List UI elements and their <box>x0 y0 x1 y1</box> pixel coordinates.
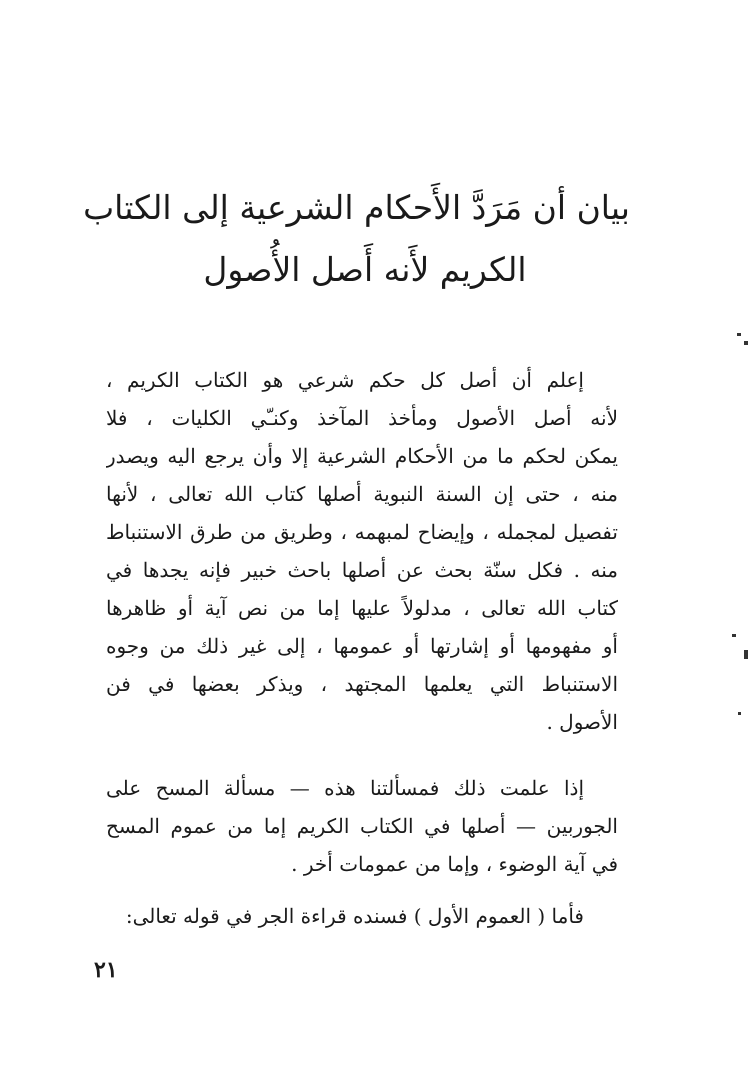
text-line: يمكن لحكم ما من الأحكام الشرعية إلا وأن يرجع اليه ويصدر <box>106 444 618 468</box>
scan-speck <box>738 712 741 715</box>
text-line: لأنه أصل الأصول ومأخذ المآخذ وكنـّي الكليات ، فلا <box>106 406 618 430</box>
scan-speck <box>744 650 748 659</box>
text-line: منه . فكل سنّة بحث عن أصلها باحث خبير فإنه يجدها في <box>106 558 618 582</box>
text-line: في آية الوضوء ، وإما من عمومات أخر . <box>291 852 618 876</box>
text-line: إعلم أن أصل كل حكم شرعي هو الكتاب الكريم ، <box>106 368 584 392</box>
text-line: الأصول . <box>546 710 618 734</box>
scan-speck <box>744 341 748 345</box>
text-line: إذا علمت ذلك فمسألتنا هذه — مسألة المسح على <box>106 776 584 800</box>
page-number: ٢١ <box>94 957 118 983</box>
text-line: كتاب الله تعالى ، مدلولاً عليها إما من نص آية أو ظاهرها <box>106 596 618 620</box>
scan-speck <box>732 634 736 637</box>
text-line: تفصيل لمجمله ، وإيضاح لمبهمه ، وطريق من طرق الاستنباط <box>106 520 618 544</box>
text-line: الاستنباط التي يعلمها المجتهد ، ويذكر بعضها في فن <box>106 672 618 696</box>
text-line: منه ، حتى إن السنة النبوية أصلها كتاب الله تعالى ، لأنها <box>106 482 618 506</box>
text-line: الجوربين — أصلها في الكتاب الكريم إما من عموم المسح <box>106 814 618 838</box>
text-line: أو مفهومها أو إشارتها أو عمومها ، إلى غير ذلك من وجوه <box>106 634 618 658</box>
text-line: فأما ( العموم الأول ) فسنده قراءة الجر في قوله تعالى: <box>125 904 584 928</box>
scan-speck <box>737 333 741 336</box>
chapter-title-line-2: الكريم لأَنه أَصل الأُصول <box>203 250 527 289</box>
chapter-title-line-1: بيان أن مَرَدَّ الأَحكام الشرعية إلى الكتاب <box>83 188 630 227</box>
